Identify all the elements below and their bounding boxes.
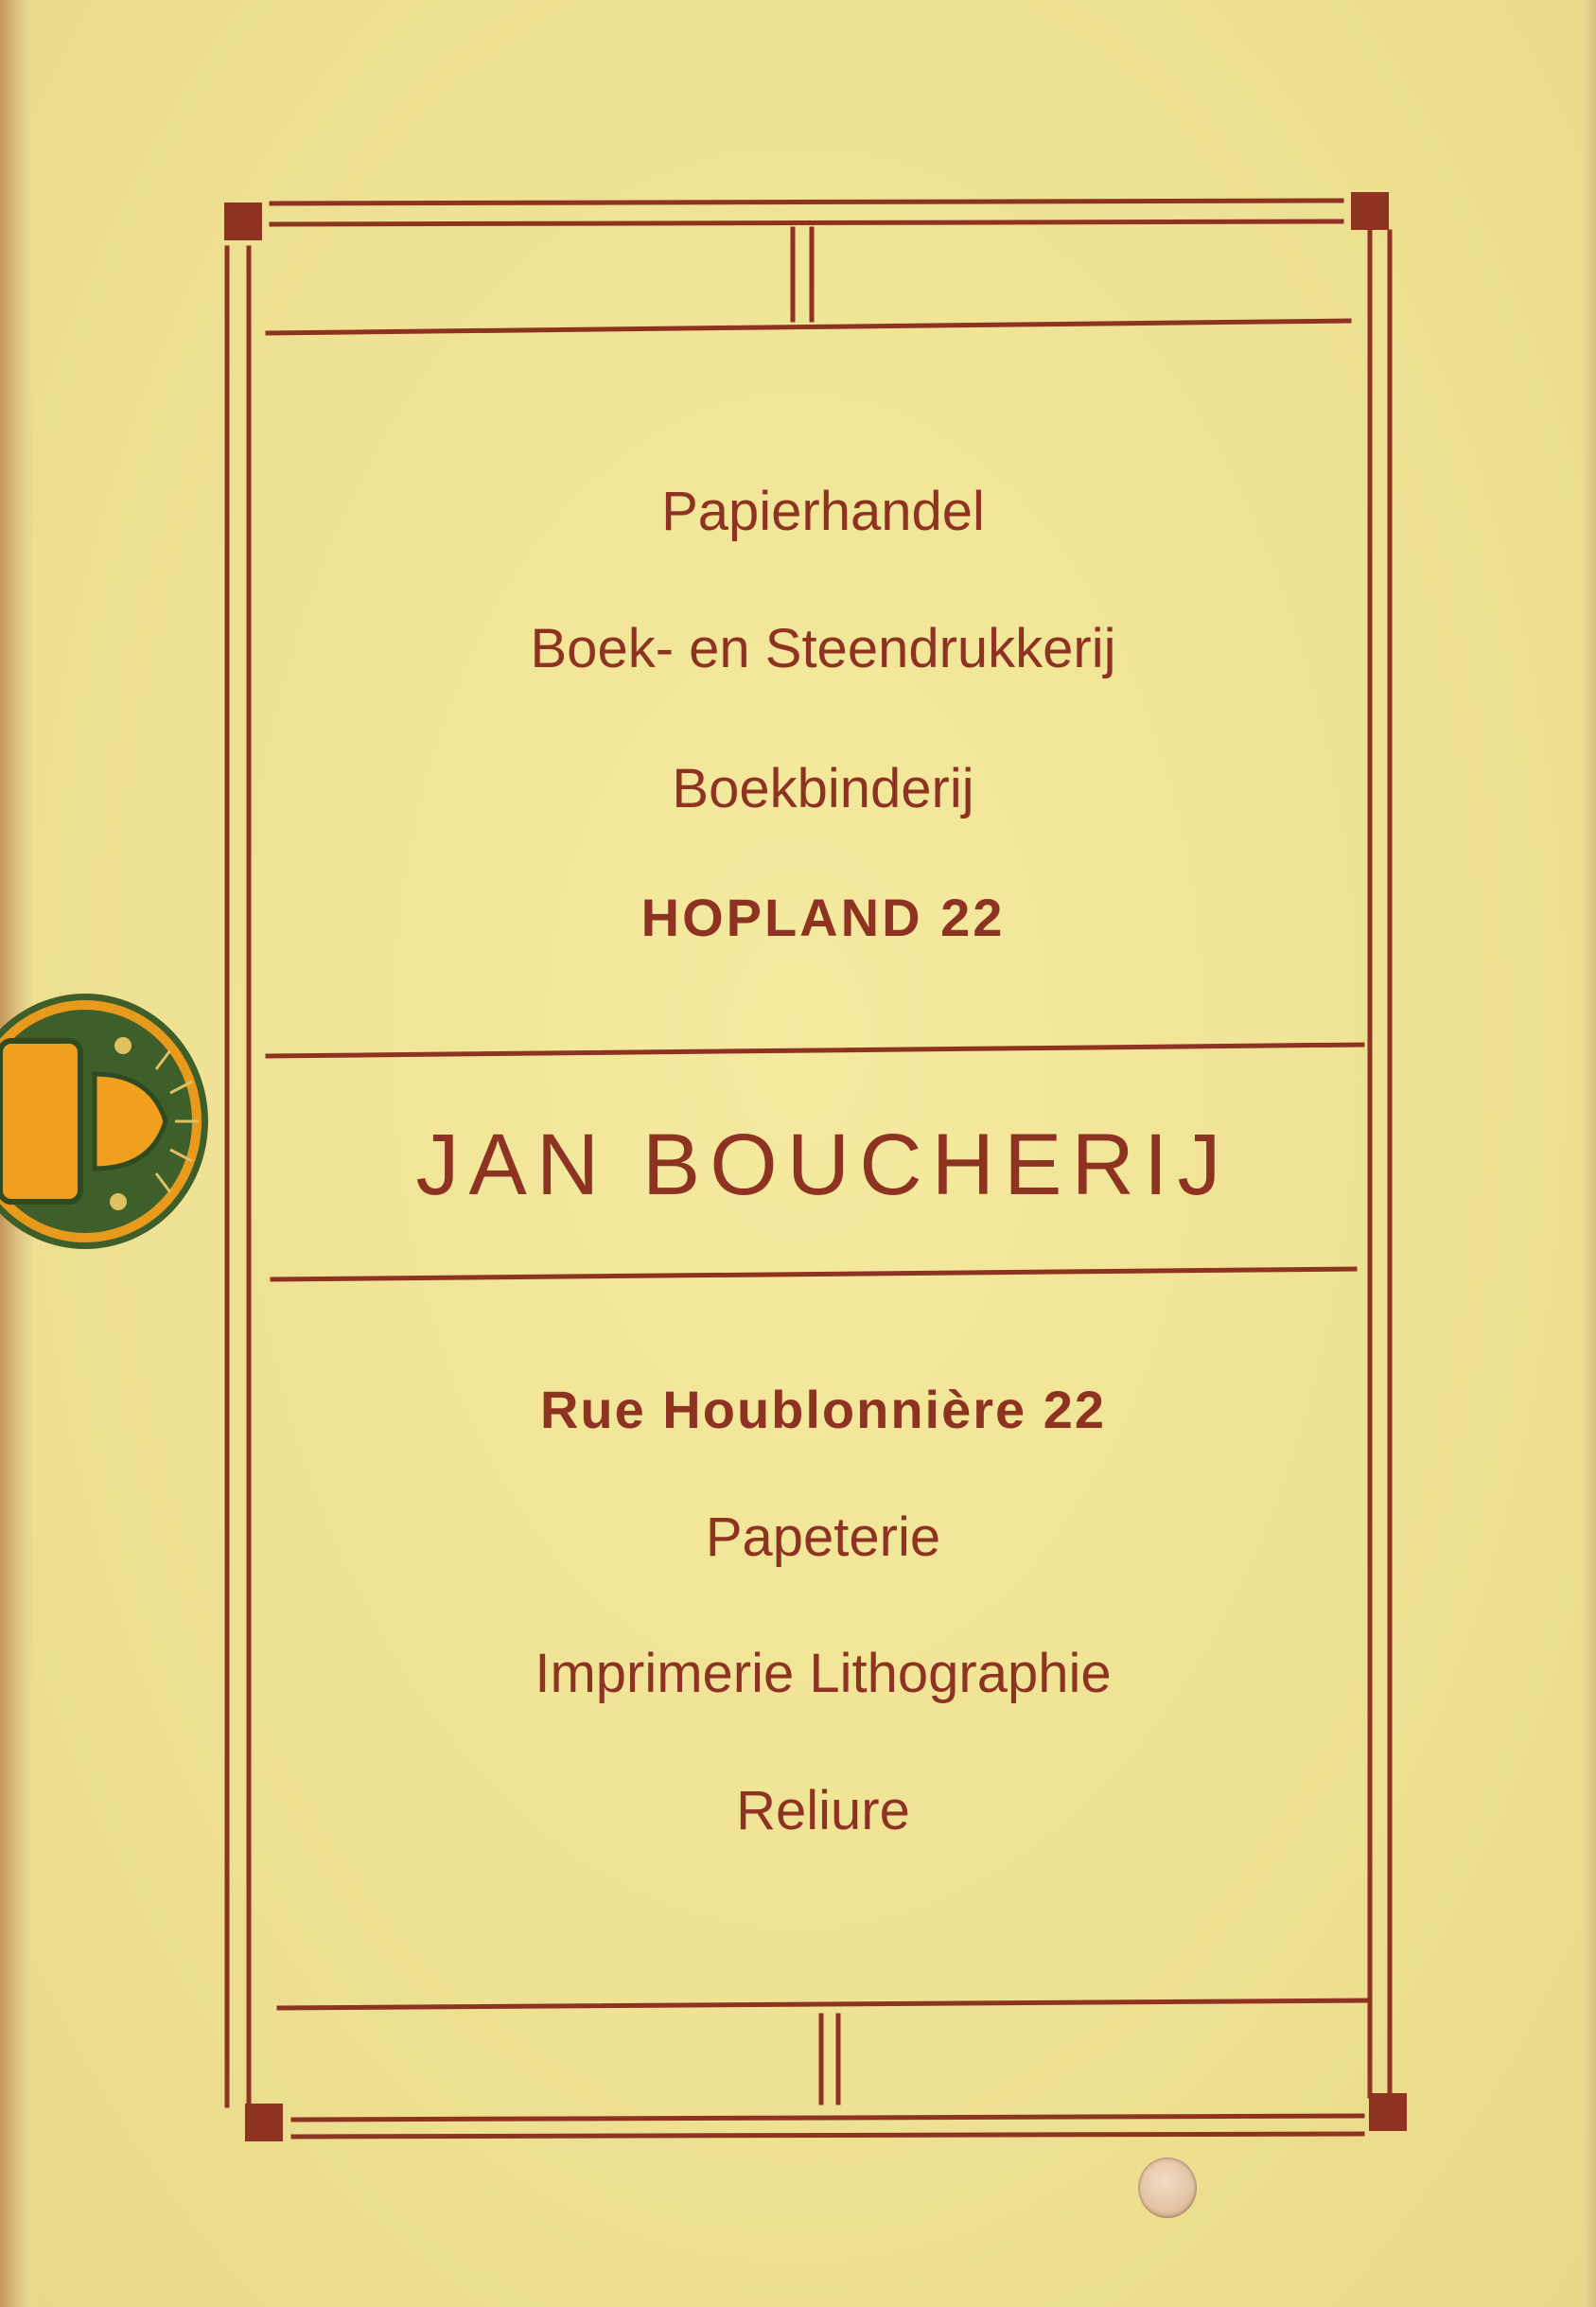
corner-block-bottom-right [1369, 2093, 1407, 2131]
punch-hole [1138, 2157, 1197, 2218]
french-address: Rue Houblonnière 22 [539, 1380, 1107, 1439]
french-line-reliure: Reliure [736, 1780, 910, 1841]
french-line-papeterie: Papeterie [705, 1506, 941, 1568]
binder-label-sticker [0, 989, 218, 1254]
dutch-address: HOPLAND 22 [640, 888, 1006, 947]
french-line-imprimerie: Imprimerie Lithographie [535, 1643, 1112, 1704]
dutch-line-drukkerij: Boek- en Steendrukkerij [530, 618, 1116, 679]
company-name: JAN BOUCHERIJ [415, 1117, 1231, 1213]
corner-block-top-left [224, 203, 262, 240]
dutch-line-papierhandel: Papierhandel [661, 481, 985, 542]
dutch-line-boekbinderij: Boekbinderij [672, 758, 974, 819]
corner-block-top-right [1351, 192, 1389, 230]
corner-block-bottom-left [245, 2104, 283, 2141]
